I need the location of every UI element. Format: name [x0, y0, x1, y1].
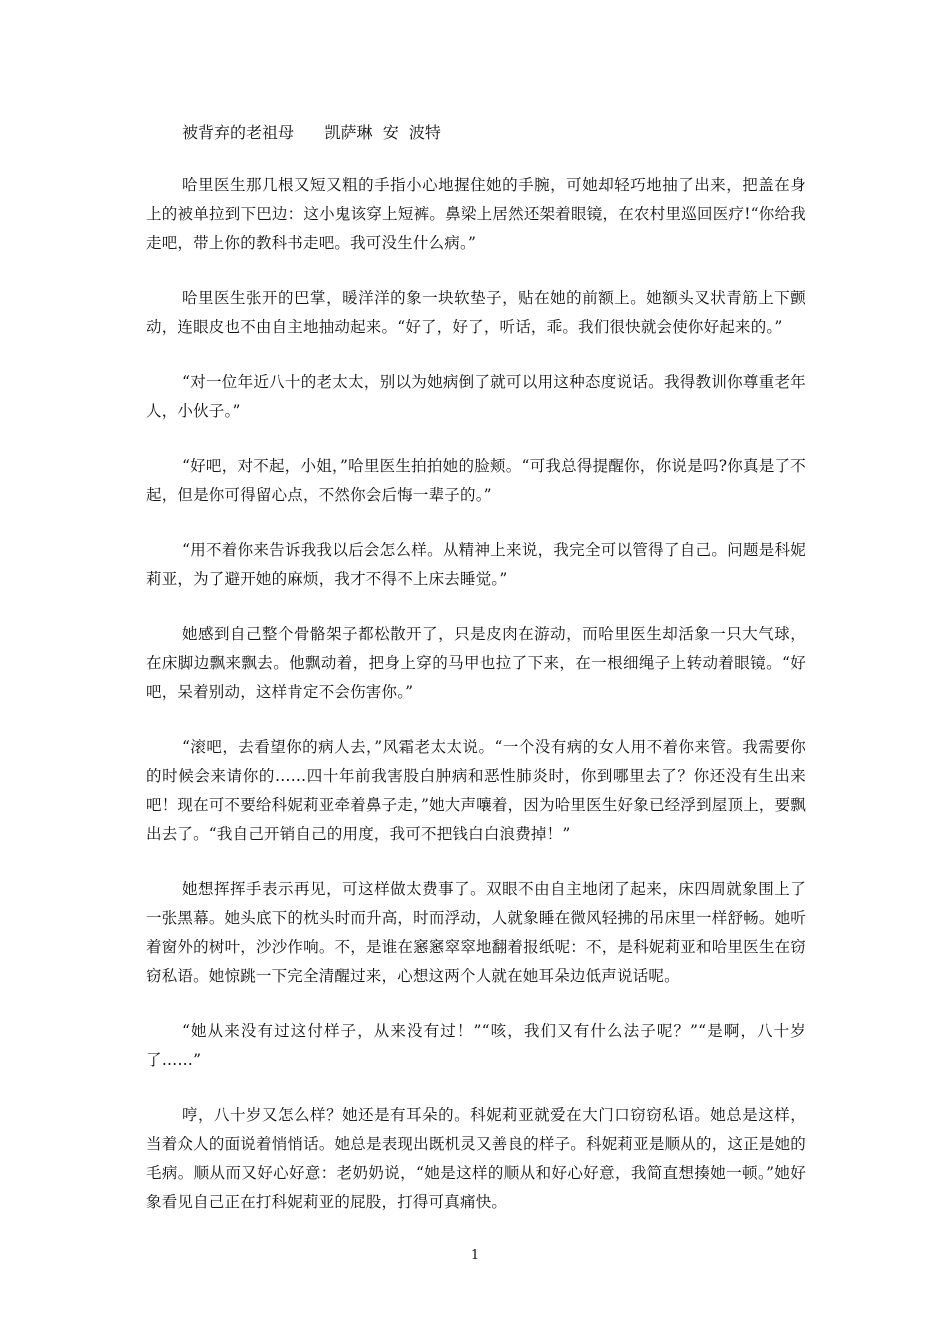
paragraph: “好吧，对不起，小姐，”哈里医生拍拍她的脸颊。“可我总得提醒你，你说是吗?你真是了不起，但是你可得留心点，不然你会后悔一辈子的。” [146, 457, 806, 504]
paragraph: “她从来没有过这付样子，从来没有过！”“咳，我们又有什么法子呢？”“是啊，八十岁了……” [146, 1022, 806, 1069]
paragraph: “对一位年近八十的老太太，别以为她病倒了就可以用这种态度说话。我得教训你尊重老年人，小伙子。” [146, 373, 806, 420]
paragraph: “用不着你来告诉我我以后会怎么样。从精神上来说，我完全可以管得了自己。问题是科妮莉亚，为了避开她的麻烦，我才不得不上床去睡觉。” [146, 541, 806, 588]
paragraph: 哈里医生那几根又短又粗的手指小心地握住她的手腕，可她却轻巧地抽了出来，把盖在身上的被单拉到下巴边：这小鬼该穿上短裤。鼻梁上居然还架着眼镜，在农村里巡回医疗!“你给我走吧，带上你的教科书走吧。我可没生什么病。” [146, 176, 806, 252]
document-body [146, 171, 806, 1243]
paragraph: 她想挥挥手表示再见，可这样做太费事了。双眼不由自主地闭了起来，床四周就象围上了一张黑幕。她头底下的枕头时而升高，时而浮动，人就象睡在微风轻拂的吊床里一样舒畅。她听着窗外的树叶，沙沙作响。不，是谁在窸窸窣窣地翻着报纸呢：不，是科妮莉亚和哈里医生在窃窃私语。她惊跳一下完全清醒过来，心想这两个人就在她耳朵边低声说话呢。 [146, 880, 806, 985]
page-number: 1 [470, 1248, 480, 1263]
document-title: 被背弃的老祖母 凯萨琳 安 波特 [182, 123, 441, 142]
paragraph: 哈里医生张开的巴掌，暖洋洋的象一块软垫子，贴在她的前额上。她额头叉状青筋上下颤动，连眼皮也不由自主地抽动起来。“好了，好了，听话，乖。我们很快就会使你好起来的。” [146, 289, 806, 336]
paragraph: 哼，八十岁又怎么样？她还是有耳朵的。科妮莉亚就爱在大门口窃窃私语。她总是这样，当着众人的面说着悄悄话。她总是表现出既机灵又善良的样子。科妮莉亚是顺从的，这正是她的毛病。顺从而又好心好意：老奶奶说，“她是这样的顺从和好心好意，我简直想揍她一顿。”她好象看见自己正在打科妮莉亚的屁股，打得可真痛快。 [146, 1106, 806, 1211]
paragraph: 她感到自己整个骨骼架子都松散开了，只是皮肉在游动，而哈里医生却活象一只大气球，在床脚边飘来飘去。他飘动着，把身上穿的马甲也拉了下来，在一根细绳子上转动着眼镜。“好吧，呆着别动，这样肯定不会伤害你。” [146, 625, 806, 701]
paragraph: “滚吧，去看望你的病人去，”风霜老太太说。“一个没有病的女人用不着你来管。我需要你的时候会来请你的……四十年前我害股白肿病和恶性肺炎时，你到哪里去了？你还没有生出来吧！现在可不要给科妮莉亚牵着鼻子走，”她大声嚷着，因为哈里医生好象已经浮到屋顶上，要飘出去了。“我自己开销自己的用度，我可不把钱白白浪费掉！” [146, 738, 806, 843]
